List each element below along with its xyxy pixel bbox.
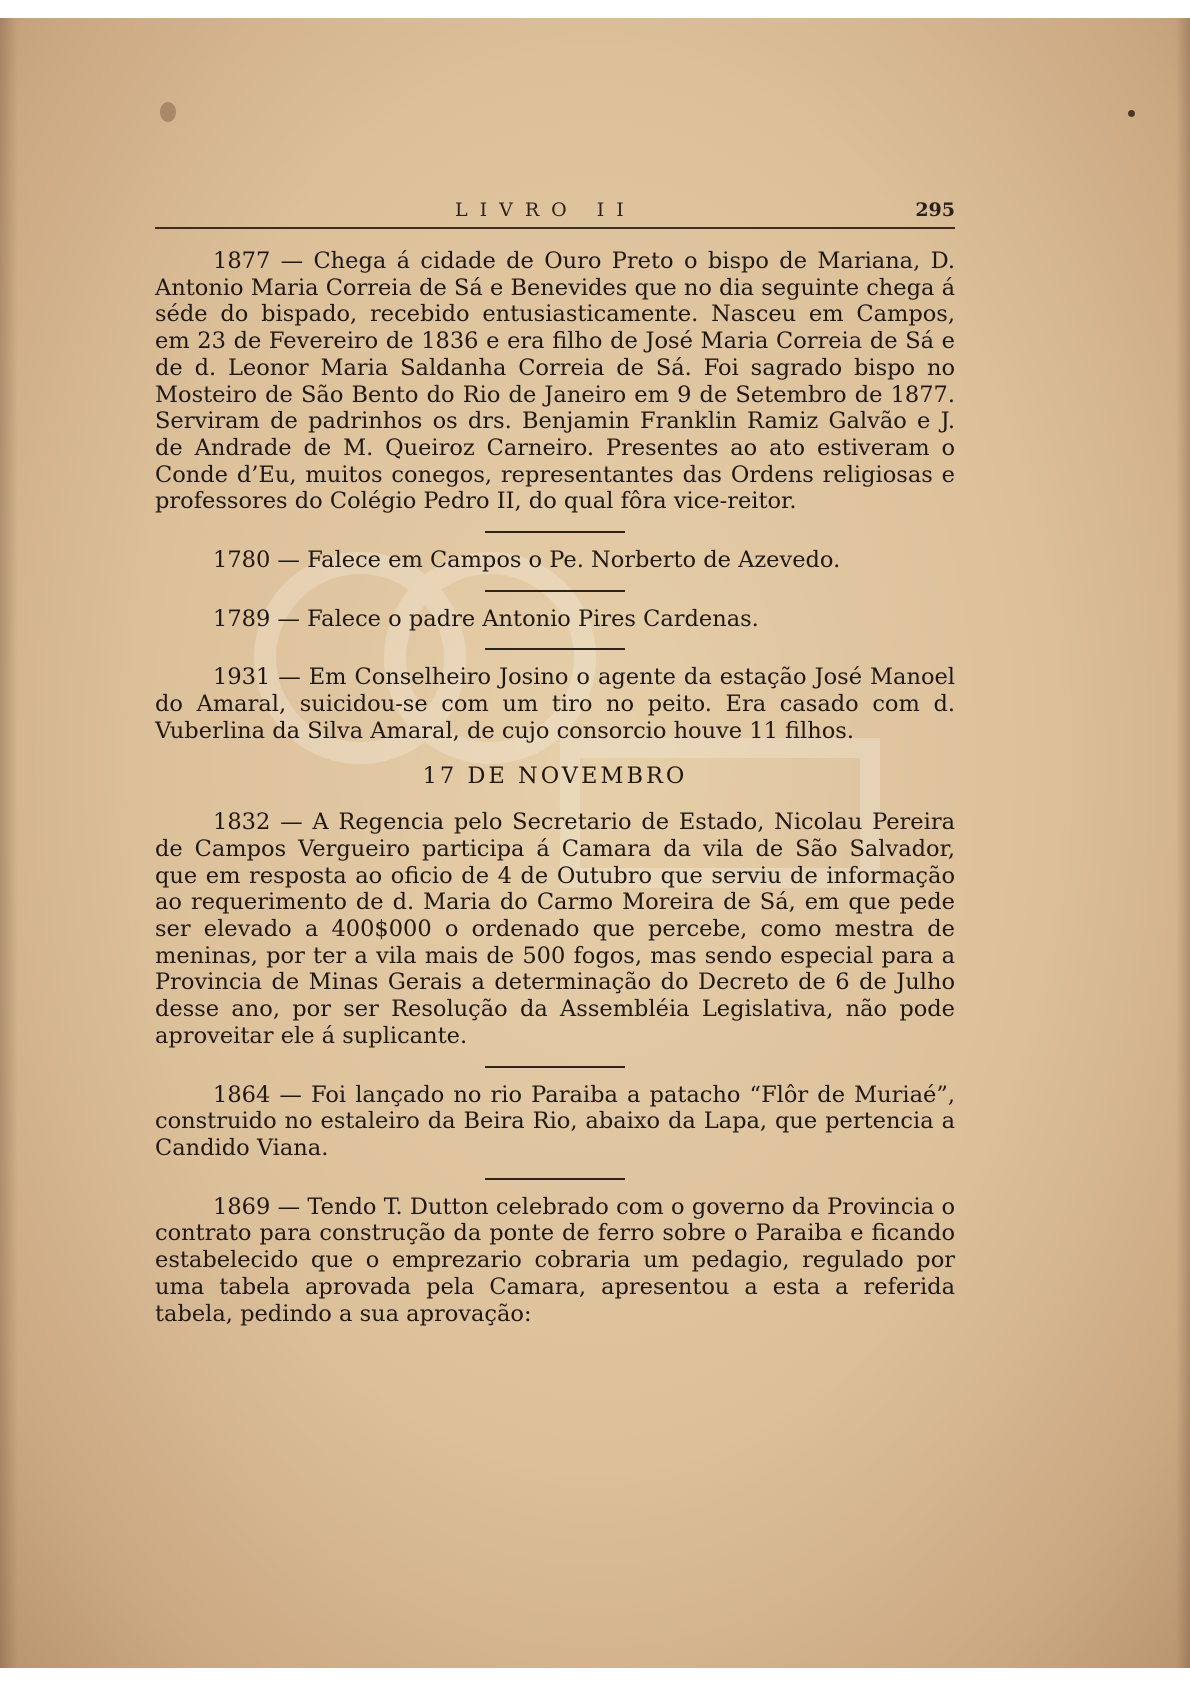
page-body — [155, 248, 955, 1327]
page-number: 295 — [915, 199, 955, 221]
entry-separator — [485, 1066, 625, 1068]
header-rule — [155, 227, 955, 229]
foxing-spot — [1128, 110, 1135, 117]
page-shadow-left — [0, 18, 18, 1668]
entry-paragraph: 1789 — Falece o padre Antonio Pires Cardenas. — [213, 605, 759, 632]
entry-separator — [485, 531, 625, 533]
entry-paragraph: 1832 — A Regencia pelo Secretario de Estado, Nicolau Pereira de Campos Vergueiro participa á Camara da vila de São Salvador, que em resposta ao oficio de 4 de Outubro que serviu de informação ao requerimento de d. Maria do Carmo Moreira de Sá, em que pede ser elevado a 400$000 o ordenado que percebe, como mestra de meninas, por ter a vila mais de 500 fogos, mas sendo especial para a Provincia de Minas Gerais a determinação do Decreto de 6 de Julho desse ano, por ser Resolução da Assembléia Legislativa, não pode aproveitar ele á suplicante. — [155, 809, 955, 1049]
running-head: LIVRO II — [455, 199, 636, 221]
entry-paragraph: 1869 — Tendo T. Dutton celebrado com o governo da Provincia o contrato para construção da ponte de ferro sobre o Paraiba e ficando estabelecido que o emprezario cobraria um pedagio, regulado por uma tabela aprovada pela Camara, apresentou a esta a referida tabela, pedindo a sua aprovação: — [155, 1193, 955, 1327]
entry-paragraph: 1780 — Falece em Campos o Pe. Norberto de Azevedo. — [213, 547, 841, 574]
page-header — [155, 195, 955, 235]
entry-separator — [485, 1178, 625, 1180]
foxing-spot — [160, 102, 176, 122]
entry-separator — [485, 590, 625, 592]
section-date-heading: 17 DE NOVEMBRO — [422, 762, 688, 789]
book-page — [0, 18, 1190, 1668]
entry-separator — [485, 648, 625, 650]
entry-paragraph: 1931 — Em Conselheiro Josino o agente da estação José Manoel do Amaral, suicidou-se com um tiro no peito. Era casado com d. Vuberlina da Silva Amaral, de cujo consorcio houve 11 filhos. — [155, 664, 955, 744]
page-shadow-right — [1176, 18, 1190, 1668]
entry-paragraph: 1864 — Foi lançado no rio Paraiba a patacho “Flôr de Muriaé”, construido no estaleiro da Beira Rio, abaixo da Lapa, que pertencia a Candido Viana. — [155, 1081, 955, 1161]
entry-paragraph: 1877 — Chega á cidade de Ouro Preto o bispo de Mariana, D. Antonio Maria Correia de Sá e Benevides que no dia seguinte chega á séde do bispado, recebido entusiasticamente. Nasceu em Campos, em 23 de Fevereiro de 1836 e era filho de José Maria Correia de Sá e de d. Leonor Maria Saldanha Correia de Sá. Foi sagrado bispo no Mosteiro de São Bento do Rio de Janeiro em 9 de Setembro de 1877. Serviram de padrinhos os drs. Benjamin Franklin Ramiz Galvão e J. de Andrade de M. Queiroz Carneiro. Presentes ao ato estiveram o Conde d’Eu, muitos conegos, representantes das Ordens religiosas e professores do Colégio Pedro II, do qual fôra vice-reitor. — [155, 248, 955, 515]
